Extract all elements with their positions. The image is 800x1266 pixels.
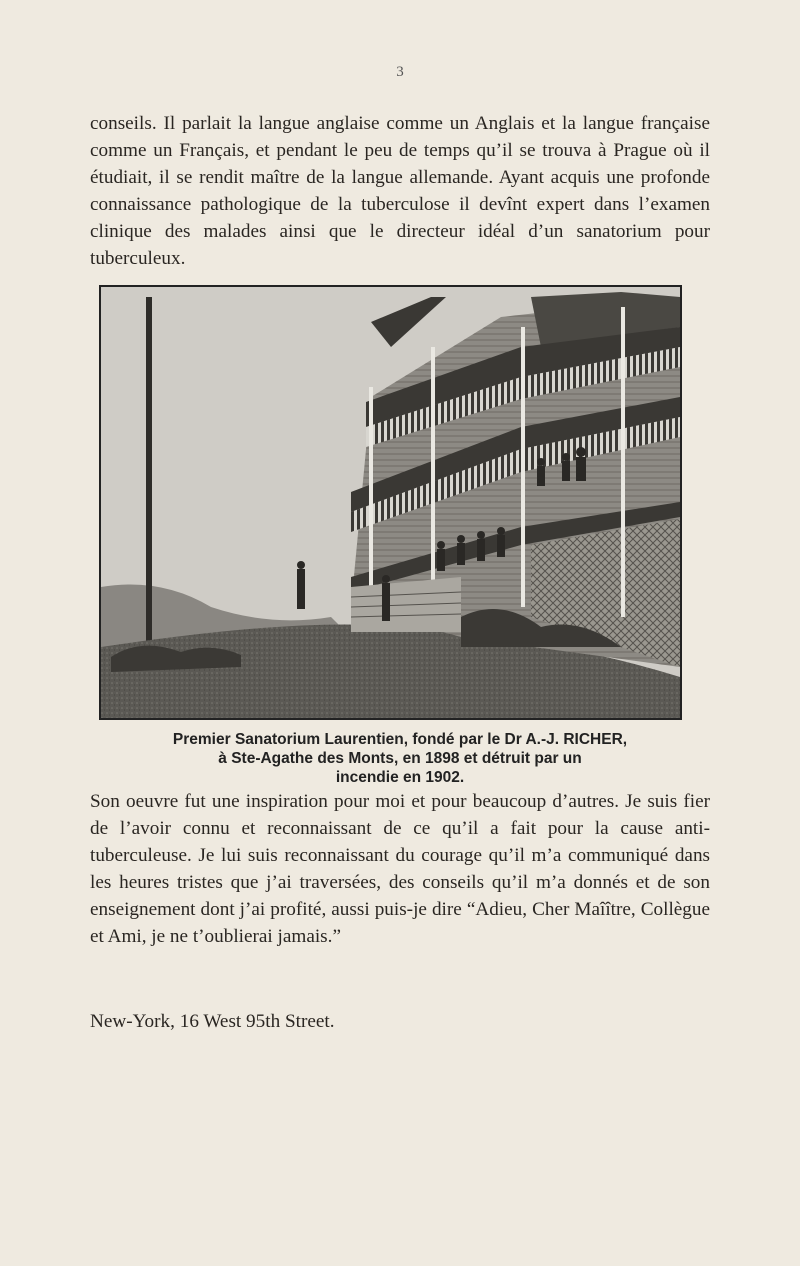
paragraph-tribute: Son oeuvre fut une inspiration pour moi et pour beaucoup d’autres. Je suis fier de l’avoir connu et reconnaissant de ce qu’il a fait pour la cause anti-tuberculeuse. Je lui suis reconnaissant du courage qu’il m’a communiqué dans les heures tristes que j’ai traversées, des conseils qu’il m’a donnés et de son enseignement dont j’ai profité, aussi puis-je dire “Adieu, Cher Maîître, Collègue et Ami, je ne t’oublierai jamais.” [90, 791, 710, 947]
caption-line: incendie en 1902. [335, 769, 465, 786]
figure-caption [100, 730, 700, 787]
caption-line: à Ste-Agathe des Monts, en 1898 et détruit par un [218, 750, 582, 767]
page-number: 3 [396, 64, 404, 80]
paragraph-intro: conseils. Il parlait la langue anglaise comme un Anglais et la langue française comme un Français, et pendant le peu de temps qu’il se trouva à Prague où il étudiait, il se rendit maître de la langue allemande. Ayant acquis une profonde connaissance pathologique de la tuberculose il devînt expert dans l’examen clinique des malades ainsi que le directeur idéal d’un sanatorium pour tuberculeux. [90, 113, 710, 269]
caption-line: Premier Sanatorium Laurentien, fondé par le Dr A.-J. RICHER, [172, 731, 628, 748]
sanatorium-photo [99, 285, 682, 720]
signoff-address: New-York, 16 West 95th Street. [90, 1011, 335, 1032]
